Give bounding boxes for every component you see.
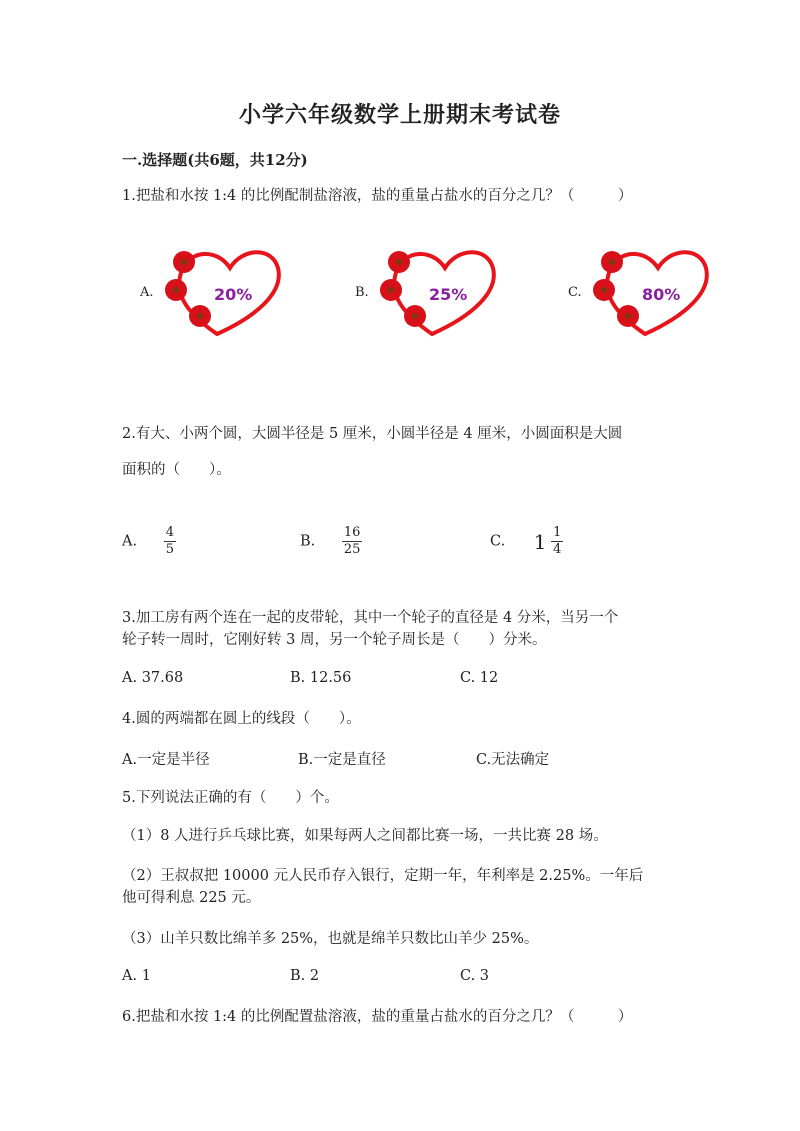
numerator: 4 [165, 525, 174, 540]
page-title: 小学六年级数学上册期末考试卷 [238, 102, 561, 128]
statement-1: （1）8 人进行乒乓球比赛，如果每两人之间都比赛一场，一共比赛 28 场。 [122, 828, 608, 844]
option-4c[interactable]: C.无法确定 [476, 752, 550, 768]
section-title: 一.选择题(共6题，共12分) [122, 151, 308, 169]
fraction [342, 526, 363, 557]
question-5: 5.下列说法正确的有（ ）个。 [122, 790, 339, 806]
question-4: 4.圆的两端都在圆上的线段（ ）。 [122, 711, 361, 727]
denominator: 25 [343, 542, 361, 557]
question-1: 1.把盐和水按 1:4 的比例配制盐溶液，盐的重量占盐水的百分之几？（ ） [122, 188, 633, 204]
denominator: 4 [553, 542, 562, 557]
option-1b[interactable] [355, 240, 525, 340]
option-value: 20% [214, 285, 253, 304]
option-1c[interactable] [568, 240, 738, 340]
option-value: 25% [429, 285, 468, 304]
option-2c[interactable] [490, 526, 563, 557]
option-3a[interactable]: A. 37.68 [122, 670, 184, 686]
option-5c[interactable]: C. 3 [460, 968, 490, 984]
option-5a[interactable]: A. 1 [122, 968, 151, 984]
mixed-whole-number: 1 [533, 529, 547, 554]
fraction [551, 526, 563, 557]
option-value: 80% [642, 285, 681, 304]
numerator: 1 [553, 525, 562, 540]
heart-flower-icon [377, 240, 527, 340]
question-3-line-2: 轮子转一周时，它刚好转 3 周，另一个轮子周长是（ ）分米。 [122, 632, 547, 648]
question-2-line-1: 2.有大、小两个圆，大圆半径是 5 厘米，小圆半径是 4 厘米，小圆面积是大圆 [122, 426, 623, 442]
option-3b[interactable]: B. 12.56 [290, 670, 352, 686]
option-3c[interactable]: C. 12 [460, 670, 499, 686]
option-2a[interactable] [122, 526, 176, 557]
option-4a[interactable]: A.一定是半径 [122, 752, 210, 768]
option-label: C. [490, 533, 506, 550]
option-2b[interactable] [300, 526, 362, 557]
heart-flower-icon [590, 240, 740, 340]
option-label: C. [568, 285, 582, 300]
option-5b[interactable]: B. 2 [290, 968, 320, 984]
heart-flower-icon [162, 240, 312, 340]
statement-3: （3）山羊只数比绵羊多 25%，也就是绵羊只数比山羊少 25%。 [122, 931, 539, 947]
question-3-line-1: 3.加工房有两个连在一起的皮带轮，其中一个轮子的直径是 4 分米，当另一个 [122, 610, 619, 626]
option-4b[interactable]: B.一定是直径 [298, 752, 386, 768]
statement-2-line-2: 他可得利息 225 元。 [122, 890, 261, 906]
option-1a[interactable] [140, 240, 310, 340]
question-6: 6.把盐和水按 1:4 的比例配置盐溶液，盐的重量占盐水的百分之几？（ ） [122, 1009, 633, 1025]
option-label: A. [122, 533, 138, 550]
option-label: B. [300, 533, 316, 550]
denominator: 5 [165, 542, 174, 557]
question-2-line-2: 面积的（ ）。 [122, 462, 231, 478]
statement-2-line-1: （2）王叔叔把 10000 元人民币存入银行，定期一年，年利率是 2.25%。一年后 [122, 868, 644, 884]
option-label: B. [355, 285, 369, 300]
fraction [164, 526, 176, 557]
option-label: A. [140, 285, 154, 300]
numerator: 16 [343, 525, 361, 540]
